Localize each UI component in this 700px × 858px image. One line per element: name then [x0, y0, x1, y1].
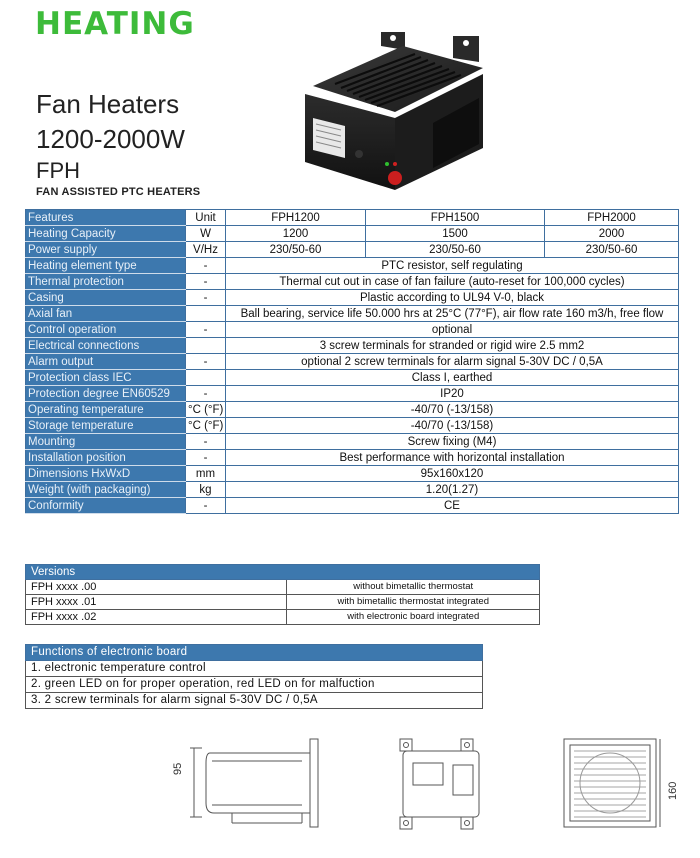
spec-value: optional 2 screw terminals for alarm signal 5-30V DC / 0,5A	[226, 354, 679, 370]
function-item: 2. green LED on for proper operation, red LED on for malfuction	[26, 677, 483, 693]
function-item: 1. electronic temperature control	[26, 661, 483, 677]
spec-row	[26, 466, 679, 482]
spec-value: FPH1200	[226, 210, 366, 226]
spec-unit: -	[186, 354, 226, 370]
spec-unit: -	[186, 290, 226, 306]
spec-value: 2000	[545, 226, 679, 242]
versions-header-row	[26, 565, 540, 580]
spec-row	[26, 306, 679, 322]
functions-title: Functions of electronic board	[26, 645, 483, 661]
spec-value: Plastic according to UL94 V-0, black	[226, 290, 679, 306]
spec-unit: -	[186, 434, 226, 450]
version-description: with bimetallic thermostat integrated	[287, 595, 540, 610]
spec-value: -40/70 (-13/158)	[226, 402, 679, 418]
spec-value: 230/50-60	[366, 242, 545, 258]
spec-value: 230/50-60	[545, 242, 679, 258]
spec-unit: mm	[186, 466, 226, 482]
spec-value: FPH2000	[545, 210, 679, 226]
width-dimension-label: 160	[667, 781, 679, 800]
function-row	[26, 677, 483, 693]
spec-unit: -	[186, 322, 226, 338]
spec-label: Storage temperature	[26, 418, 186, 434]
version-description: without bimetallic thermostat	[287, 580, 540, 595]
front-view-drawing	[395, 733, 490, 833]
top-view-drawing	[560, 733, 665, 833]
height-dimension	[172, 763, 184, 775]
spec-row	[26, 434, 679, 450]
spec-label: Axial fan	[26, 306, 186, 322]
spec-label: Features	[26, 210, 186, 226]
spec-row	[26, 258, 679, 274]
spec-row	[26, 242, 679, 258]
spec-unit	[186, 306, 226, 322]
spec-value: 1.20(1.27)	[226, 482, 679, 498]
height-dimension-label: 95	[172, 762, 184, 775]
spec-unit	[186, 370, 226, 386]
spec-label: Protection degree EN60529	[26, 386, 186, 402]
spec-row	[26, 386, 679, 402]
spec-label: Dimensions HxWxD	[26, 466, 186, 482]
functions-table	[25, 644, 483, 709]
spec-value: CE	[226, 498, 679, 514]
spec-unit: Unit	[186, 210, 226, 226]
version-code: FPH xxxx .02	[26, 610, 287, 625]
spec-value: 230/50-60	[226, 242, 366, 258]
spec-row	[26, 418, 679, 434]
spec-label: Operating temperature	[26, 402, 186, 418]
spec-label: Electrical connections	[26, 338, 186, 354]
spec-label: Power supply	[26, 242, 186, 258]
spec-label: Control operation	[26, 322, 186, 338]
page-title-line2: 1200-2000W	[36, 124, 185, 154]
spec-unit: W	[186, 226, 226, 242]
function-row	[26, 693, 483, 709]
model-name: FPH	[36, 158, 80, 183]
spec-unit: kg	[186, 482, 226, 498]
spec-header-row	[26, 210, 679, 226]
spec-value: 1200	[226, 226, 366, 242]
spec-unit: -	[186, 450, 226, 466]
version-code: FPH xxxx .00	[26, 580, 287, 595]
spec-value: FPH1500	[366, 210, 545, 226]
spec-value: Best performance with horizontal installation	[226, 450, 679, 466]
spec-row	[26, 498, 679, 514]
spec-value: Thermal cut out in case of fan failure (auto-reset for 100,000 cycles)	[226, 274, 679, 290]
spec-unit: -	[186, 258, 226, 274]
spec-row	[26, 354, 679, 370]
spec-value: IP20	[226, 386, 679, 402]
product-subtitle: FAN ASSISTED PTC HEATERS	[36, 186, 201, 198]
spec-unit	[186, 338, 226, 354]
spec-unit: -	[186, 498, 226, 514]
spec-unit: V/Hz	[186, 242, 226, 258]
version-code: FPH xxxx .01	[26, 595, 287, 610]
versions-title: Versions	[26, 565, 540, 580]
spec-row	[26, 290, 679, 306]
version-description: with electronic board integrated	[287, 610, 540, 625]
spec-row	[26, 338, 679, 354]
spec-value: -40/70 (-13/158)	[226, 418, 679, 434]
spec-value: 95x160x120	[226, 466, 679, 482]
spec-label: Conformity	[26, 498, 186, 514]
spec-value: 3 screw terminals for stranded or rigid wire 2.5 mm2	[226, 338, 679, 354]
functions-header-row	[26, 645, 483, 661]
spec-row	[26, 226, 679, 242]
spec-label: Protection class IEC	[26, 370, 186, 386]
spec-table	[25, 209, 679, 514]
versions-table	[25, 564, 540, 625]
spec-row	[26, 482, 679, 498]
spec-row	[26, 322, 679, 338]
product-image	[283, 28, 503, 196]
spec-label: Heating Capacity	[26, 226, 186, 242]
version-row	[26, 580, 540, 595]
brand-heading: HEATING	[35, 6, 195, 42]
side-view-drawing	[172, 733, 322, 833]
spec-label: Thermal protection	[26, 274, 186, 290]
page-title-line1: Fan Heaters	[36, 89, 180, 119]
spec-value: PTC resistor, self regulating	[226, 258, 679, 274]
spec-unit: -	[186, 274, 226, 290]
spec-unit: °C (°F)	[186, 402, 226, 418]
spec-value: Class I, earthed	[226, 370, 679, 386]
spec-row	[26, 370, 679, 386]
spec-unit: -	[186, 386, 226, 402]
width-dimension	[667, 782, 679, 800]
spec-label: Alarm output	[26, 354, 186, 370]
spec-value: 1500	[366, 226, 545, 242]
spec-row	[26, 274, 679, 290]
spec-value: Screw fixing (M4)	[226, 434, 679, 450]
version-row	[26, 595, 540, 610]
function-item: 3. 2 screw terminals for alarm signal 5-30V DC / 0,5A	[26, 693, 483, 709]
spec-unit: °C (°F)	[186, 418, 226, 434]
version-row	[26, 610, 540, 625]
spec-label: Installation position	[26, 450, 186, 466]
spec-value: optional	[226, 322, 679, 338]
spec-label: Weight (with packaging)	[26, 482, 186, 498]
spec-label: Mounting	[26, 434, 186, 450]
spec-label: Heating element type	[26, 258, 186, 274]
spec-label: Casing	[26, 290, 186, 306]
function-row	[26, 661, 483, 677]
spec-row	[26, 402, 679, 418]
spec-value: Ball bearing, service life 50.000 hrs at 25°C (77°F), air flow rate 160 m3/h, free flow	[226, 306, 679, 322]
spec-row	[26, 450, 679, 466]
